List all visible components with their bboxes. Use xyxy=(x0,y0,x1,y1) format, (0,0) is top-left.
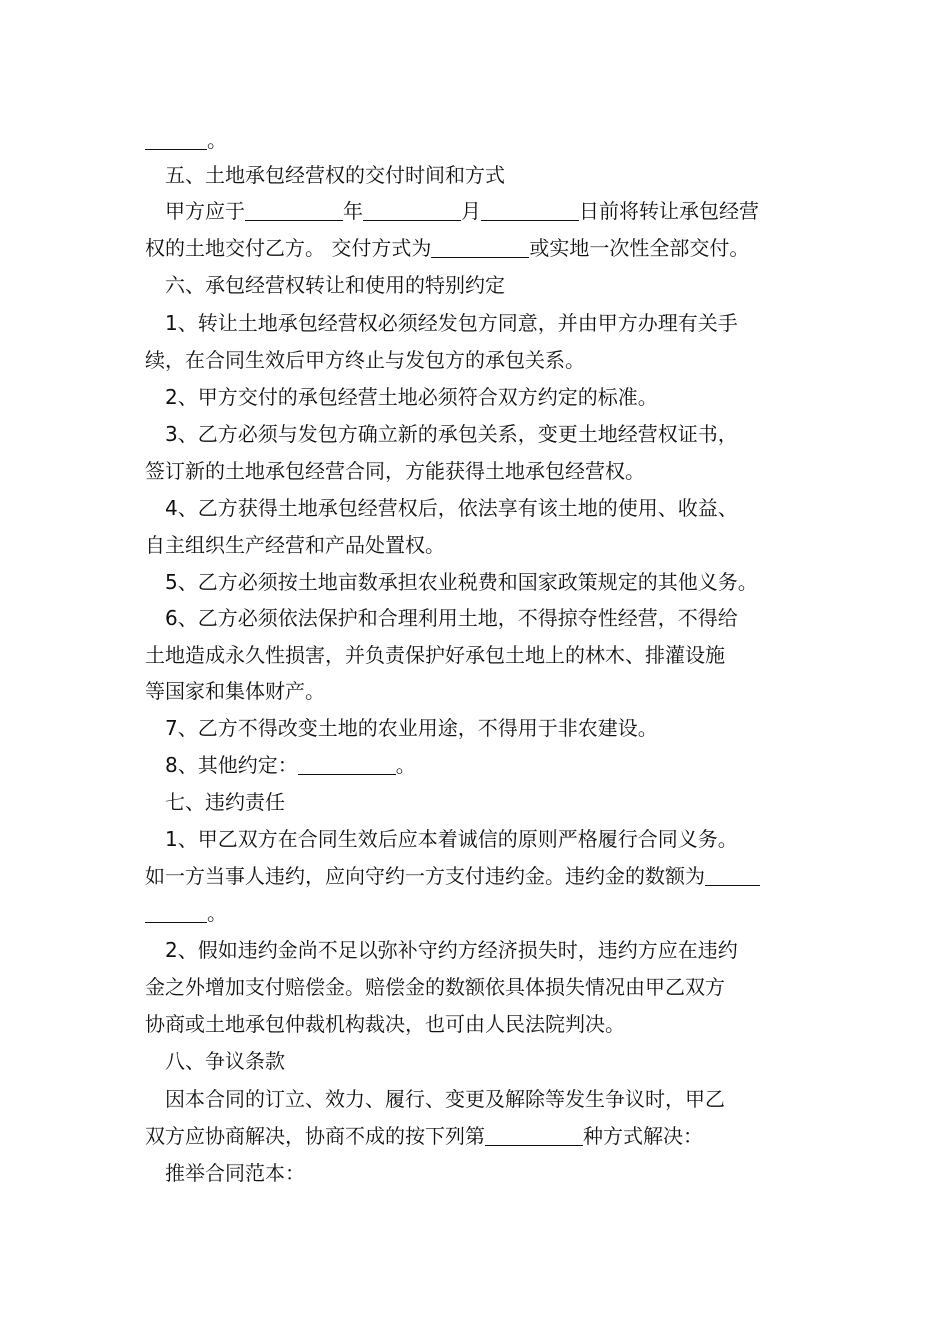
text-line: 。 xyxy=(145,895,815,932)
fill-blank-dispute-option[interactable] xyxy=(485,1144,583,1146)
fill-blank-delivery-method[interactable] xyxy=(431,256,529,258)
section-heading-7: 七、违约责任 xyxy=(165,790,285,814)
fill-blank[interactable] xyxy=(145,148,207,150)
section-heading-5: 五、土地承包经营权的交付时间和方式 xyxy=(165,163,505,187)
fill-blank-penalty-amount-cont[interactable] xyxy=(145,921,207,923)
text-line: 推举合同范本： xyxy=(165,1161,305,1185)
text-line: 土地造成永久性损害，并负责保护好承包土地上的林木、排灌设施 xyxy=(145,643,725,667)
section-heading-8: 八、争议条款 xyxy=(165,1049,285,1073)
fill-blank-month[interactable] xyxy=(363,219,461,221)
text-line: 5、乙方必须按土地亩数承担农业税费和国家政策规定的其他义务。 xyxy=(165,570,758,594)
text-line: 3、乙方必须与发包方确立新的承包关系，变更土地经营权证书， xyxy=(165,422,738,446)
text-line: 等国家和集体财产。 xyxy=(145,679,325,703)
fill-blank-penalty-amount[interactable] xyxy=(705,884,760,886)
text-line: 权的土地交付乙方。 交付方式为 或实地一次性全部交付。 xyxy=(145,236,750,260)
text-line: 6、乙方必须依法保护和合理利用土地，不得掠夺性经营，不得给 xyxy=(165,606,738,630)
fill-blank-year[interactable] xyxy=(245,219,343,221)
text-line: 如一方当事人违约，应向守约一方支付违约金。违约金的数额为 xyxy=(145,858,815,895)
text-line: 金之外增加支付赔偿金。赔偿金的数额依具体损失情况由甲乙双方 xyxy=(145,975,725,999)
text-line: 续，在合同生效后甲方终止与发包方的承包关系。 xyxy=(145,348,585,372)
text-line: 自主组织生产经营和产品处置权。 xyxy=(145,533,445,557)
fill-blank-other-terms[interactable] xyxy=(298,773,396,775)
fill-blank-day[interactable] xyxy=(481,219,579,221)
text-line: 签订新的土地承包经营合同，方能获得土地承包经营权。 xyxy=(145,459,645,483)
text-line: 8、其他约定： 。 xyxy=(165,753,416,777)
text-line: 1、甲乙双方在合同生效后应本着诚信的原则严格履行合同义务。 xyxy=(165,827,738,851)
section-heading-6: 六、承包经营权转让和使用的特别约定 xyxy=(165,273,505,297)
text-line: 7、乙方不得改变土地的农业用途，不得用于非农建设。 xyxy=(165,716,658,740)
text-line: 协商或土地承包仲裁机构裁决，也可由人民法院判决。 xyxy=(145,1012,625,1036)
text-line: 甲方应于 年 月 日前将转让承包经营 xyxy=(165,199,759,223)
text-line: 因本合同的订立、效力、履行、变更及解除等发生争议时，甲乙 xyxy=(165,1087,725,1111)
text-line: 1、转让土地承包经营权必须经发包方同意，并由甲方办理有关手 xyxy=(165,311,738,335)
text-line: 双方应协商解决，协商不成的按下列第 种方式解决： xyxy=(145,1124,703,1148)
text-line: 4、乙方获得土地承包经营权后，依法享有该土地的使用、收益、 xyxy=(165,496,738,520)
text-line: 2、假如违约金尚不足以弥补守约方经济损失时，违约方应在违约 xyxy=(165,938,738,962)
text-line: 2、甲方交付的承包经营土地必须符合双方约定的标准。 xyxy=(165,385,658,409)
text-line: 。 xyxy=(145,122,815,159)
